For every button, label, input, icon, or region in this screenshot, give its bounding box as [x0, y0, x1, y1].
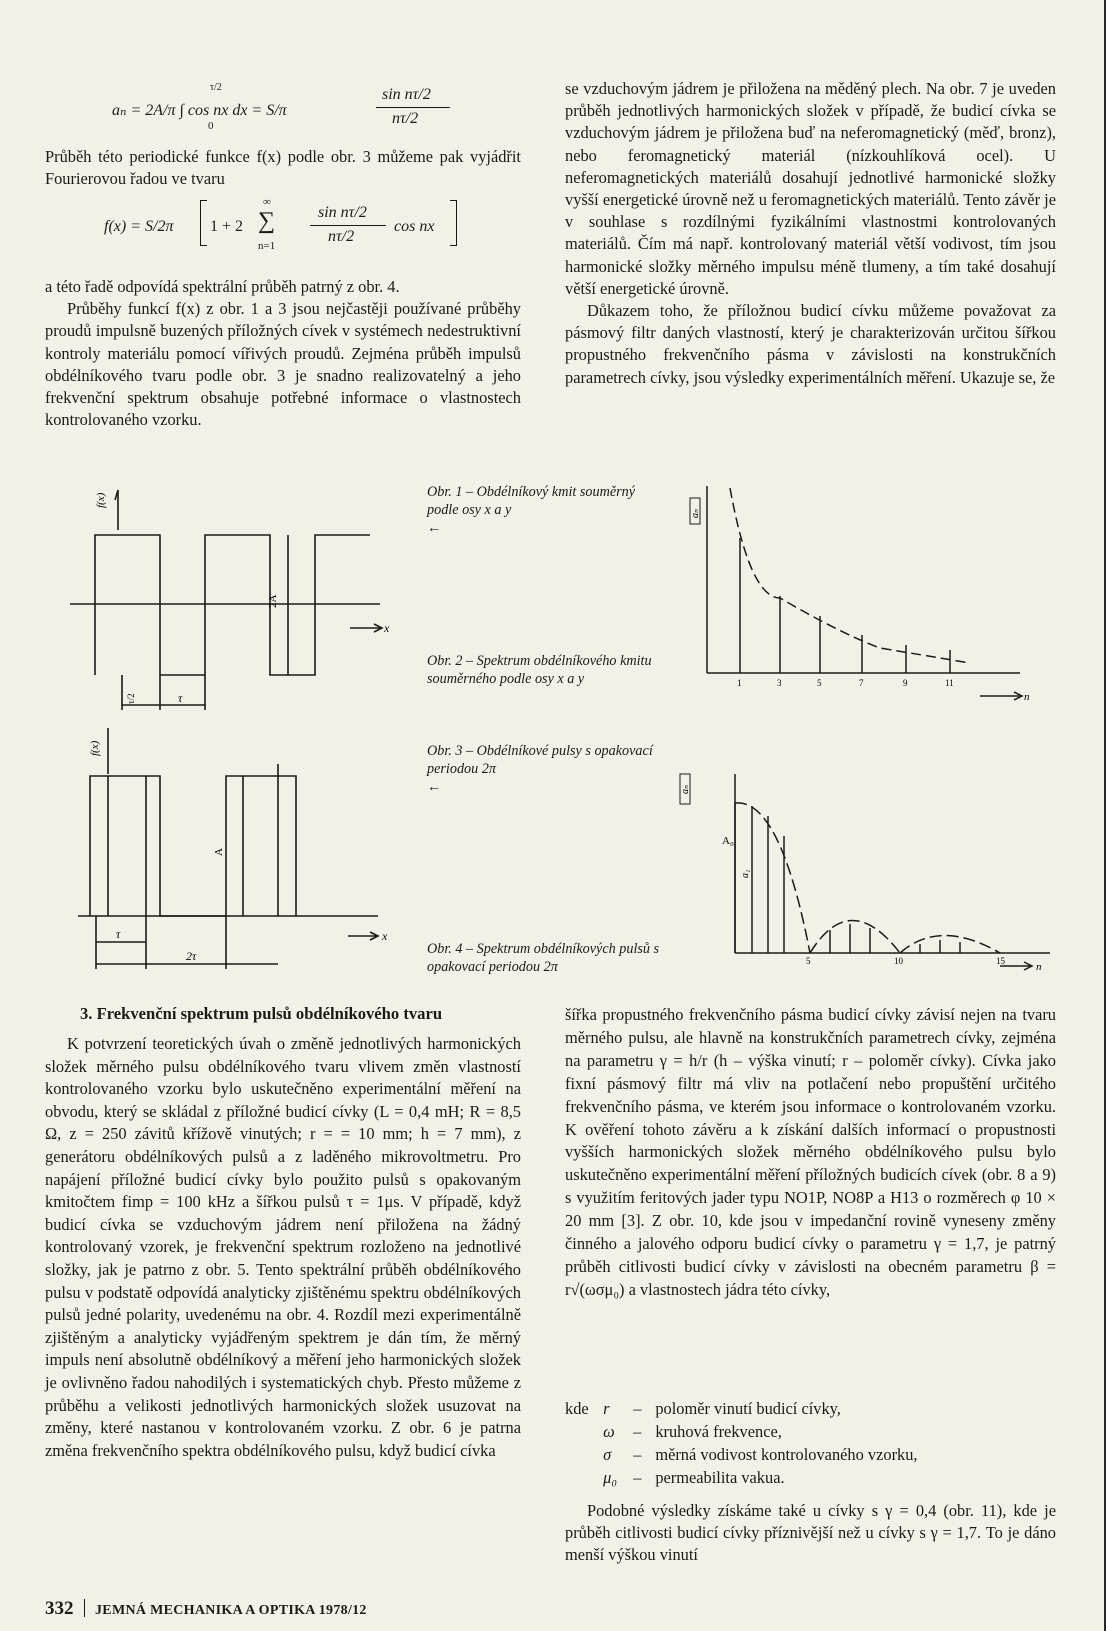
fraction-denominator: nτ/2: [392, 110, 419, 127]
paragraph: šířka propustného frekvenčního pásma budicí cívky závisí nejen na tvaru měrného pulsu, ale hlavně na konstrukčních parametrech cívky, zejména na parametru γ = h/r (h – výška vinutí; r – poloměr cívky). Cívka jako fixní pásmový filtr má vliv na potlačení nebo propuštění určitého frekvenčního pásma, ve kterém jsou informace o kontrolovaném vzorku. K ověření tohoto závěru a k získání dalších informací o propustnosti vyšších harmonických složek měrného obdélníkového pulsu bylo uskutečněno experimentální měření příložných budicích cívek (obr. 8 a 9) s využitím feritových jader typu NO1P, NO8P a H13 o rozměrech φ 10 × 20 mm [3]. Z obr. 10, kde jsou v impedanční rovině vyneseny změny činného a jalového odporu budicí cívky o parametru γ = 1,7, je patrný průběh citlivosti budicí cívky v závislosti na obecném parametru β = r√(ωσμ₀) a vlastnostech jádra této cívky,: [565, 1005, 1056, 1299]
figure-1-plot: [70, 480, 410, 720]
tick-label: 3: [777, 678, 782, 688]
definition-row: kde r – poloměr vinutí budicí cívky,: [565, 1399, 841, 1418]
page-number: 332: [45, 1598, 74, 1619]
two-tau-label: 2τ: [186, 949, 197, 963]
equation-fourier-lhs: f(x) = S/2π: [104, 218, 174, 235]
y-axis-label: aₙ: [690, 508, 701, 518]
square-wave: [95, 535, 370, 675]
fraction-denominator: nτ/2: [328, 228, 355, 245]
tick-label: 1: [737, 678, 742, 688]
paragraph: K potvrzení teoretických úvah o změně jednotlivých harmonických složek měrného pulsu obdélníkového tvaru vlivem změn vlastností kontrolovaného vzorku bylo uskutečněno experimentální měření na obvodu, který se skládal z příložné budicí cívky (L = 0,4 mH; R = 8,5 Ω, z = 250 závitů křížově vinutých; r = = 10 mm; h = 7 mm), z generátoru obdélníkových pulsů a z laděného mikrovoltmetru. Pro napájení příložné budicí cívky bylo použito pulsů s opakovaným kmitočtem fimp = 100 kHz a šířkou pulsů τ = 1μs. V případě, když budicí cívka se vzduchovým jádrem není přiložena na žádný kontrolovaný vzorek, je frekvenční spektrum rozloženo na jednotlivé složky, jak je patrno z obr. 5. Tento spektrální průběh obdélníkového pulsu v podstatě odpovídá analyticky zjištěnému spektru obdélníkových pulsů jedné polarity, uvedenému na obr. 4. Rozdíl mezi experimentálně zjištěným a analyticky vyjádřeným spektrem je dán tím, že měrný impuls není absolutně obdélníkový a měření jeho harmonických složek je ovlivněno řadou nahodilých i systematických chyb. Přesto můžeme z průběhu a velikosti jednotlivých harmonických složek usuzovat na změny, které nastanou v kontrolovaném vzorku. Z obr. 6 je patrna změna frekvenčního spektra obdélníkového pulsu, když budicí cívka: [45, 1034, 521, 1460]
figure-4-plot: [680, 768, 1070, 978]
paragraph: se vzduchovým jádrem je přiložena na měděný plech. Na obr. 7 je uveden průběh jednotlivých harmonických složek v případě, že budicí cívka se vzduchovým jádrem je přiložena buď na neferomagnetický (měď, bronz), nebo feromagnetický materiál (nízkouhlíková ocel). U neferomagnetických materiálů dosahují jednotlivé harmonické složky vyšší energetické úrovně než u feromagnetických materiálů. Tento závěr je v souhlase s rozdílnými fyzikálními vlastnostmi kontrolovaných materiálů. Čím má např. kontrolovaný materiál větší vodivost, tím jsou harmonické složky měrného impulsu méně tlumeny, a tím také dosahují větší energetické úrovně.: [565, 79, 1056, 298]
figure-1-square-wave: [70, 480, 410, 720]
right-text-section3: [565, 1004, 1056, 1302]
a0-label: A₀: [722, 835, 734, 847]
figure-2-plot: [680, 478, 1060, 708]
paragraph: Podobné výsledky získáme také u cívky s γ = 0,4 (obr. 11), kde je průběh citlivosti budicí cívky příznivější než u cívky s γ = 1,7. To je dáno menší výškou vinutí: [565, 1501, 1056, 1565]
equation-an-lhs: aₙ = 2A/π ∫ cos nx dx = S/π: [112, 102, 287, 119]
a1-label: a₁: [740, 869, 751, 878]
caption-obr-3: Obr. 3 – Obdélníkové pulsy s opakovací periodou 2π ←: [427, 743, 653, 795]
tau-label: τ: [178, 691, 183, 705]
x-axis-label: n: [1024, 691, 1030, 703]
y-axis-label: f(x): [89, 740, 101, 756]
y-axis-label: aₙ: [680, 784, 691, 794]
paragraph: Průběh této periodické funkce f(x) podle obr. 3 můžeme pak vyjádřit Fourierovou řadou ve tvaru: [45, 147, 521, 189]
tick-label: 5: [817, 678, 822, 688]
tick-label: 5: [806, 956, 811, 966]
section-heading: 3. Frekvenční spektrum pulsů obdélníkového tvaru: [80, 1004, 443, 1023]
equation-an: [112, 78, 452, 140]
tick-label: 9: [903, 678, 908, 688]
tick-label: 11: [945, 678, 954, 688]
right-bracket: [450, 200, 457, 246]
tick-label: 15: [996, 956, 1005, 966]
fraction-numerator: sin nτ/2: [382, 86, 431, 103]
fraction-line: [376, 107, 450, 108]
side-lobe-1: [810, 921, 900, 954]
left-bracket: [200, 200, 207, 246]
definition-row: μ₀ – permeabilita vakua.: [603, 1468, 785, 1487]
tick-label: 10: [894, 956, 903, 966]
footer-divider: [84, 1599, 86, 1617]
paragraph: Důkazem toho, že příložnou budicí cívku můžeme považovat za pásmový filtr daných vlastností, který je charakterizován určitou šířkou propustného frekvenčního pásma v závislosti na konstrukčních parametrech cívky, jsou výsledky experimentálních měření. Ukazuje se, že: [565, 301, 1056, 387]
pulse-train: [90, 776, 296, 916]
fraction-line: [310, 225, 386, 226]
tick-label: 7: [859, 678, 864, 688]
paragraph: a této řadě odpovídá spektrální průběh patrný z obr. 4.: [45, 277, 400, 296]
sum-bottom: n=1: [258, 240, 276, 252]
left-text-section3: [45, 1033, 521, 1462]
page-footer: [45, 1598, 367, 1620]
journal-name: JEMNÁ MECHANIKA A OPTIKA 1978/12: [95, 1603, 367, 1618]
side-lobe-2: [900, 936, 1000, 954]
figure-3-pulses: [78, 724, 408, 974]
equation-fourier: [104, 196, 484, 264]
integral-lower-limit: 0: [208, 120, 214, 132]
x-axis-label: n: [1036, 961, 1042, 973]
figure-4-pulse-spectrum: [680, 768, 1070, 978]
caption-obr-2: Obr. 2 – Spektrum obdélníkového kmitu souměrného podle osy x a y: [427, 653, 652, 687]
caption-obr-4: Obr. 4 – Spektrum obdélníkových pulsů s opakovací periodou 2π: [427, 941, 660, 975]
tau-half-label: τ/2: [126, 693, 136, 704]
symbol-definitions: [565, 1397, 1056, 1489]
left-text-intro: [45, 146, 521, 190]
fraction-numerator: sin nτ/2: [318, 204, 367, 221]
sum-symbol: ∑: [258, 208, 276, 234]
envelope-curve: [730, 488, 970, 663]
x-axis-label: x: [384, 621, 390, 635]
figure-3-plot: [78, 724, 408, 974]
sum-top: ∞: [263, 196, 271, 208]
paragraph: Průběhy funkcí f(x) z obr. 1 a 3 jsou nejčastěji používané průběhy proudů impulsně buzených příložných cívek v systémech nedestruktivní kontroly materiálu pomocí vířivých proudů. Zejména průběh impulsů obdélníkového tvaru podle obr. 3 je snadno realizovatelný a jeho frekvenční spektrum obsahuje potřebné informace o vlastnostech kontrolovaného vzorku.: [45, 299, 521, 430]
cos-term: cos nx: [394, 218, 435, 235]
amp-label: 2A: [267, 594, 279, 608]
right-text-final: [565, 1500, 1056, 1567]
caption-obr-1: Obr. 1 – Obdélníkový kmit souměrný podle osy x a y ←: [427, 484, 636, 536]
y-axis-label: f(x): [95, 492, 107, 508]
amp-label: A: [213, 848, 225, 856]
definition-row: ω – kruhová frekvence,: [603, 1422, 782, 1441]
integral-upper-limit: τ/2: [210, 82, 222, 93]
definition-row: σ – měrná vodivost kontrolovaného vzorku,: [603, 1445, 918, 1464]
left-text-main: [45, 276, 521, 431]
tau-label: τ: [116, 927, 121, 941]
x-axis-label: x: [382, 929, 388, 943]
one-plus-two: 1 + 2: [210, 218, 244, 235]
figure-2-spectrum: [680, 478, 1060, 708]
right-text-top: [565, 78, 1056, 389]
